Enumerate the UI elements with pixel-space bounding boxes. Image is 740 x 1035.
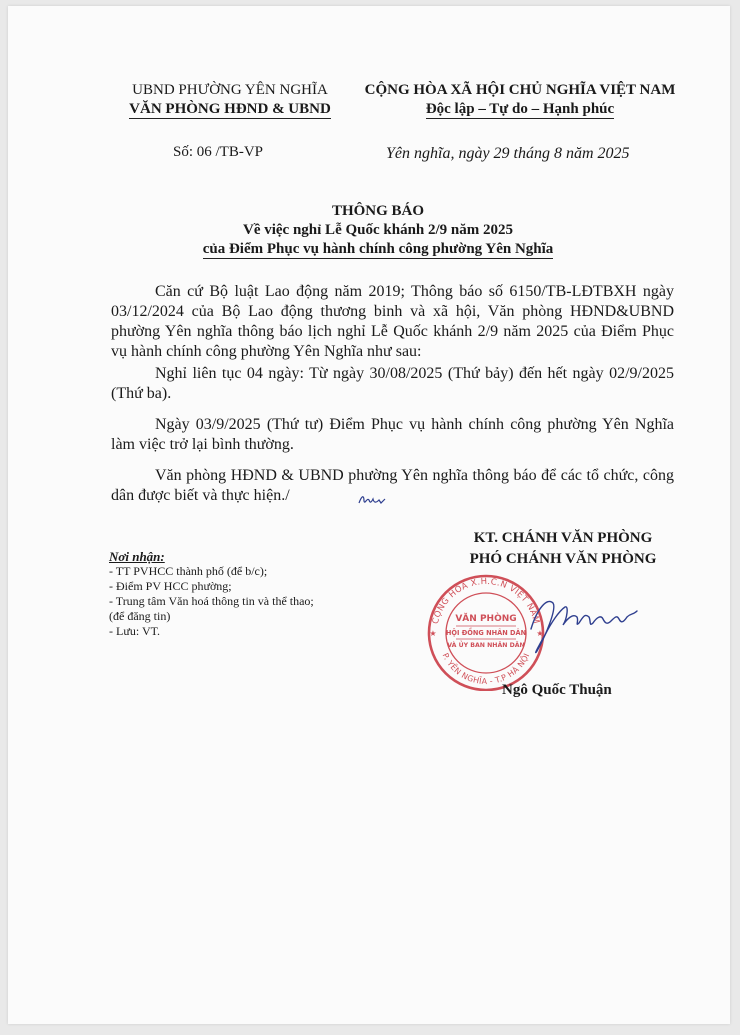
body-paragraph-3: Ngày 03/9/2025 (Thứ tư) Điểm Phục vụ hành chính công phường Yên Nghĩa làm việc trở lại bình thường.: [111, 416, 674, 453]
stamp-center-line-1: VĂN PHÒNG: [455, 614, 517, 624]
title-line-1: THÔNG BÁO: [331, 203, 425, 219]
signature-line-1: KT. CHÁNH VĂN PHÒNG: [473, 530, 653, 546]
handwritten-signature: [523, 589, 643, 659]
recipients-list: [109, 549, 319, 639]
recipient-item: - TT PVHCC thành phố (để b/c);: [109, 564, 268, 578]
document-date: Yên nghĩa, ngày 29 tháng 8 năm 2025: [386, 145, 630, 162]
title-line-2: Về việc nghỉ Lễ Quốc khánh 2/9 năm 2025: [242, 222, 514, 238]
recipient-item: - Trung tâm Văn hoá thông tin và thể thao; (để đăng tin): [109, 594, 314, 623]
signature-line-2: PHÓ CHÁNH VĂN PHÒNG: [469, 551, 657, 567]
stamp-ring-bottom: P. YÊN NGHĨA - T.P HÀ NỘI: [440, 651, 532, 687]
initial-mark: [357, 491, 389, 509]
nation-line-1: CỘNG HÒA XÃ HỘI CHỦ NGHĨA VIỆT NAM: [364, 82, 676, 98]
document-page: [8, 6, 730, 1024]
issuing-authority: [100, 81, 360, 119]
stamp-ring-top: CỘNG HÒA X.H.C.N VIỆT NAM: [430, 576, 542, 626]
recipient-item: - Lưu: VT.: [109, 624, 161, 638]
national-motto: [345, 81, 695, 119]
svg-text:★: ★: [536, 629, 544, 638]
notice-title: [128, 202, 628, 259]
recipients-heading: Nơi nhận:: [109, 549, 165, 564]
signature-title: [428, 528, 698, 570]
org-line-1: UBND PHƯỜNG YÊN NGHĨA: [132, 82, 328, 98]
title-line-3: của Điểm Phục vụ hành chính công phường Yên Nghĩa: [202, 241, 554, 257]
signer-name: Ngô Quốc Thuận: [502, 682, 612, 698]
body-paragraph-4: Văn phòng HĐND & UBND phường Yên nghĩa thông báo để các tổ chức, công dân được biết và thực hiện./: [111, 467, 674, 504]
stamp-center-line-2: HỘI ĐỒNG NHÂN DÂN: [445, 629, 527, 637]
body-paragraph-1: Căn cứ Bộ luật Lao động năm 2019; Thông báo số 6150/TB-LĐTBXH ngày 03/12/2024 của Bộ Lao động thương binh và xã hội, Văn phòng HĐND&UBND phường Yên nghĩa thông báo lịch nghỉ Lễ Quốc khánh 2/9 năm 2025 của Điểm Phục vụ hành chính công phường Yên Nghĩa như sau:: [111, 283, 674, 360]
svg-text:★: ★: [429, 629, 437, 638]
org-line-2: VĂN PHÒNG HĐND & UBND: [129, 101, 331, 117]
nation-line-2: Độc lập – Tự do – Hạnh phúc: [425, 101, 615, 117]
recipient-item: - Điểm PV HCC phường;: [109, 579, 232, 593]
stamp-center-line-3: VÀ ỦY BAN NHÂN DÂN: [447, 642, 525, 649]
body-paragraph-2: Nghỉ liên tục 04 ngày: Từ ngày 30/08/2025 (Thứ bảy) đến hết ngày 02/9/2025 (Thứ ba).: [111, 365, 674, 402]
document-number: Số: 06 /TB-VP: [173, 144, 264, 160]
